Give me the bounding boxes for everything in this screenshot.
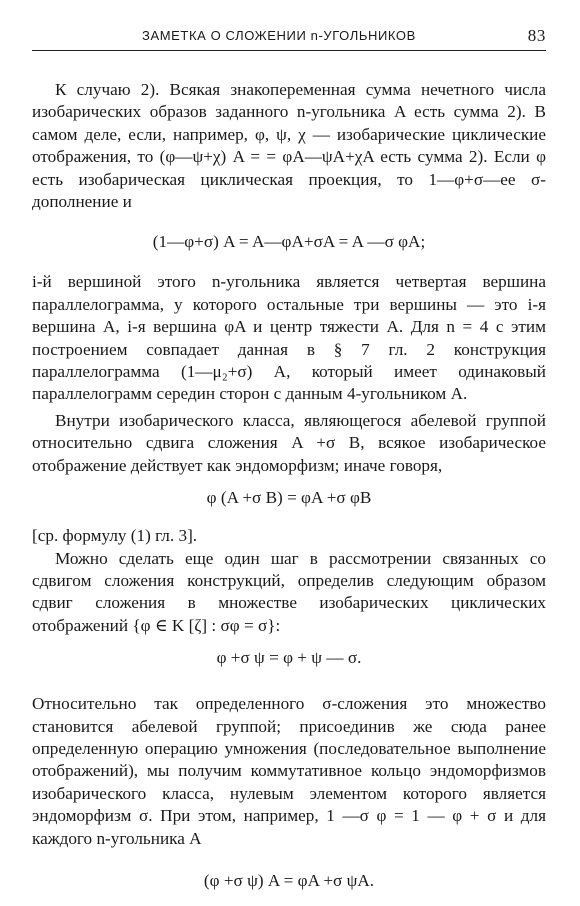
formula-distributive: (φ +σ ψ) A = φA +σ ψA. bbox=[203, 870, 375, 890]
paragraph-2: i-й вершиной этого n-угольника является четвертая вершина параллелограмма, у которого остальные три вершины — это i-я вершина A, i-я вершина φA и центр тяжести A. Для n = 4 с этим построением совпадает данная в § 7 гл. 2 конструкция параллелограмма (1—μ₂+σ) A, который имеет одинаковый параллелограмм середин сторон с данным 4-угольником A. bbox=[32, 272, 546, 404]
formula-shift-sum: φ +σ ψ = φ + ψ — σ. bbox=[216, 648, 362, 668]
paragraph-4: [ср. формулу (1) гл. 3]. bbox=[32, 526, 198, 546]
paragraph-1: К случаю 2). Всякая знакопеременная сумма нечетного числа изобарических образов заданного n-угольника A есть сумма 2). В самом деле, если, например, φ, ψ, χ — изобарические циклические отображения, то (φ—ψ+χ) A = = φA—ψA+χA есть сумма 2). Если φ есть изобарическая циклическая проекция, то 1—φ+σ—ее σ-дополнение и bbox=[32, 80, 546, 212]
book-page bbox=[32, 26, 546, 890]
formula-endomorphism: φ (A +σ B) = φA +σ φB bbox=[206, 488, 372, 508]
page-number: 83 bbox=[527, 26, 546, 45]
running-header bbox=[32, 26, 546, 51]
running-title: ЗАМЕТКА О СЛОЖЕНИИ n-УГОЛЬНИКОВ bbox=[142, 28, 416, 43]
main-text bbox=[32, 79, 546, 906]
formula-complement: (1—φ+σ) A = A—φA+σA = A —σ φA; bbox=[152, 232, 426, 252]
paragraph-6: Относительно так определенного σ-сложения это множество становится абелевой группой; присоединив же сюда ранее определенную операцию умножения (последовательное выполнение отображений), мы получим коммутативное кольцо эндоморфизмов изобарического класса, нулевым элементом которого является эндоморфизм σ. При этом, например, 1 —σ φ = 1 — φ + σ и для каждого n-угольника A bbox=[32, 694, 546, 848]
paragraph-3: Внутри изобарического класса, являющегося абелевой группой относительно сдвига сложения A +σ B, всякое изобарическое отображение действует как эндоморфизм; иначе говоря, bbox=[32, 410, 546, 475]
paragraph-5: Можно сделать еще один шаг в рассмотрении связанных со сдвигом сложения конструкций, определив следующим образом сдвиг сложения в множестве изобарических циклических отображений {φ ∈ K [ζ] : σφ = σ}: bbox=[32, 548, 546, 635]
